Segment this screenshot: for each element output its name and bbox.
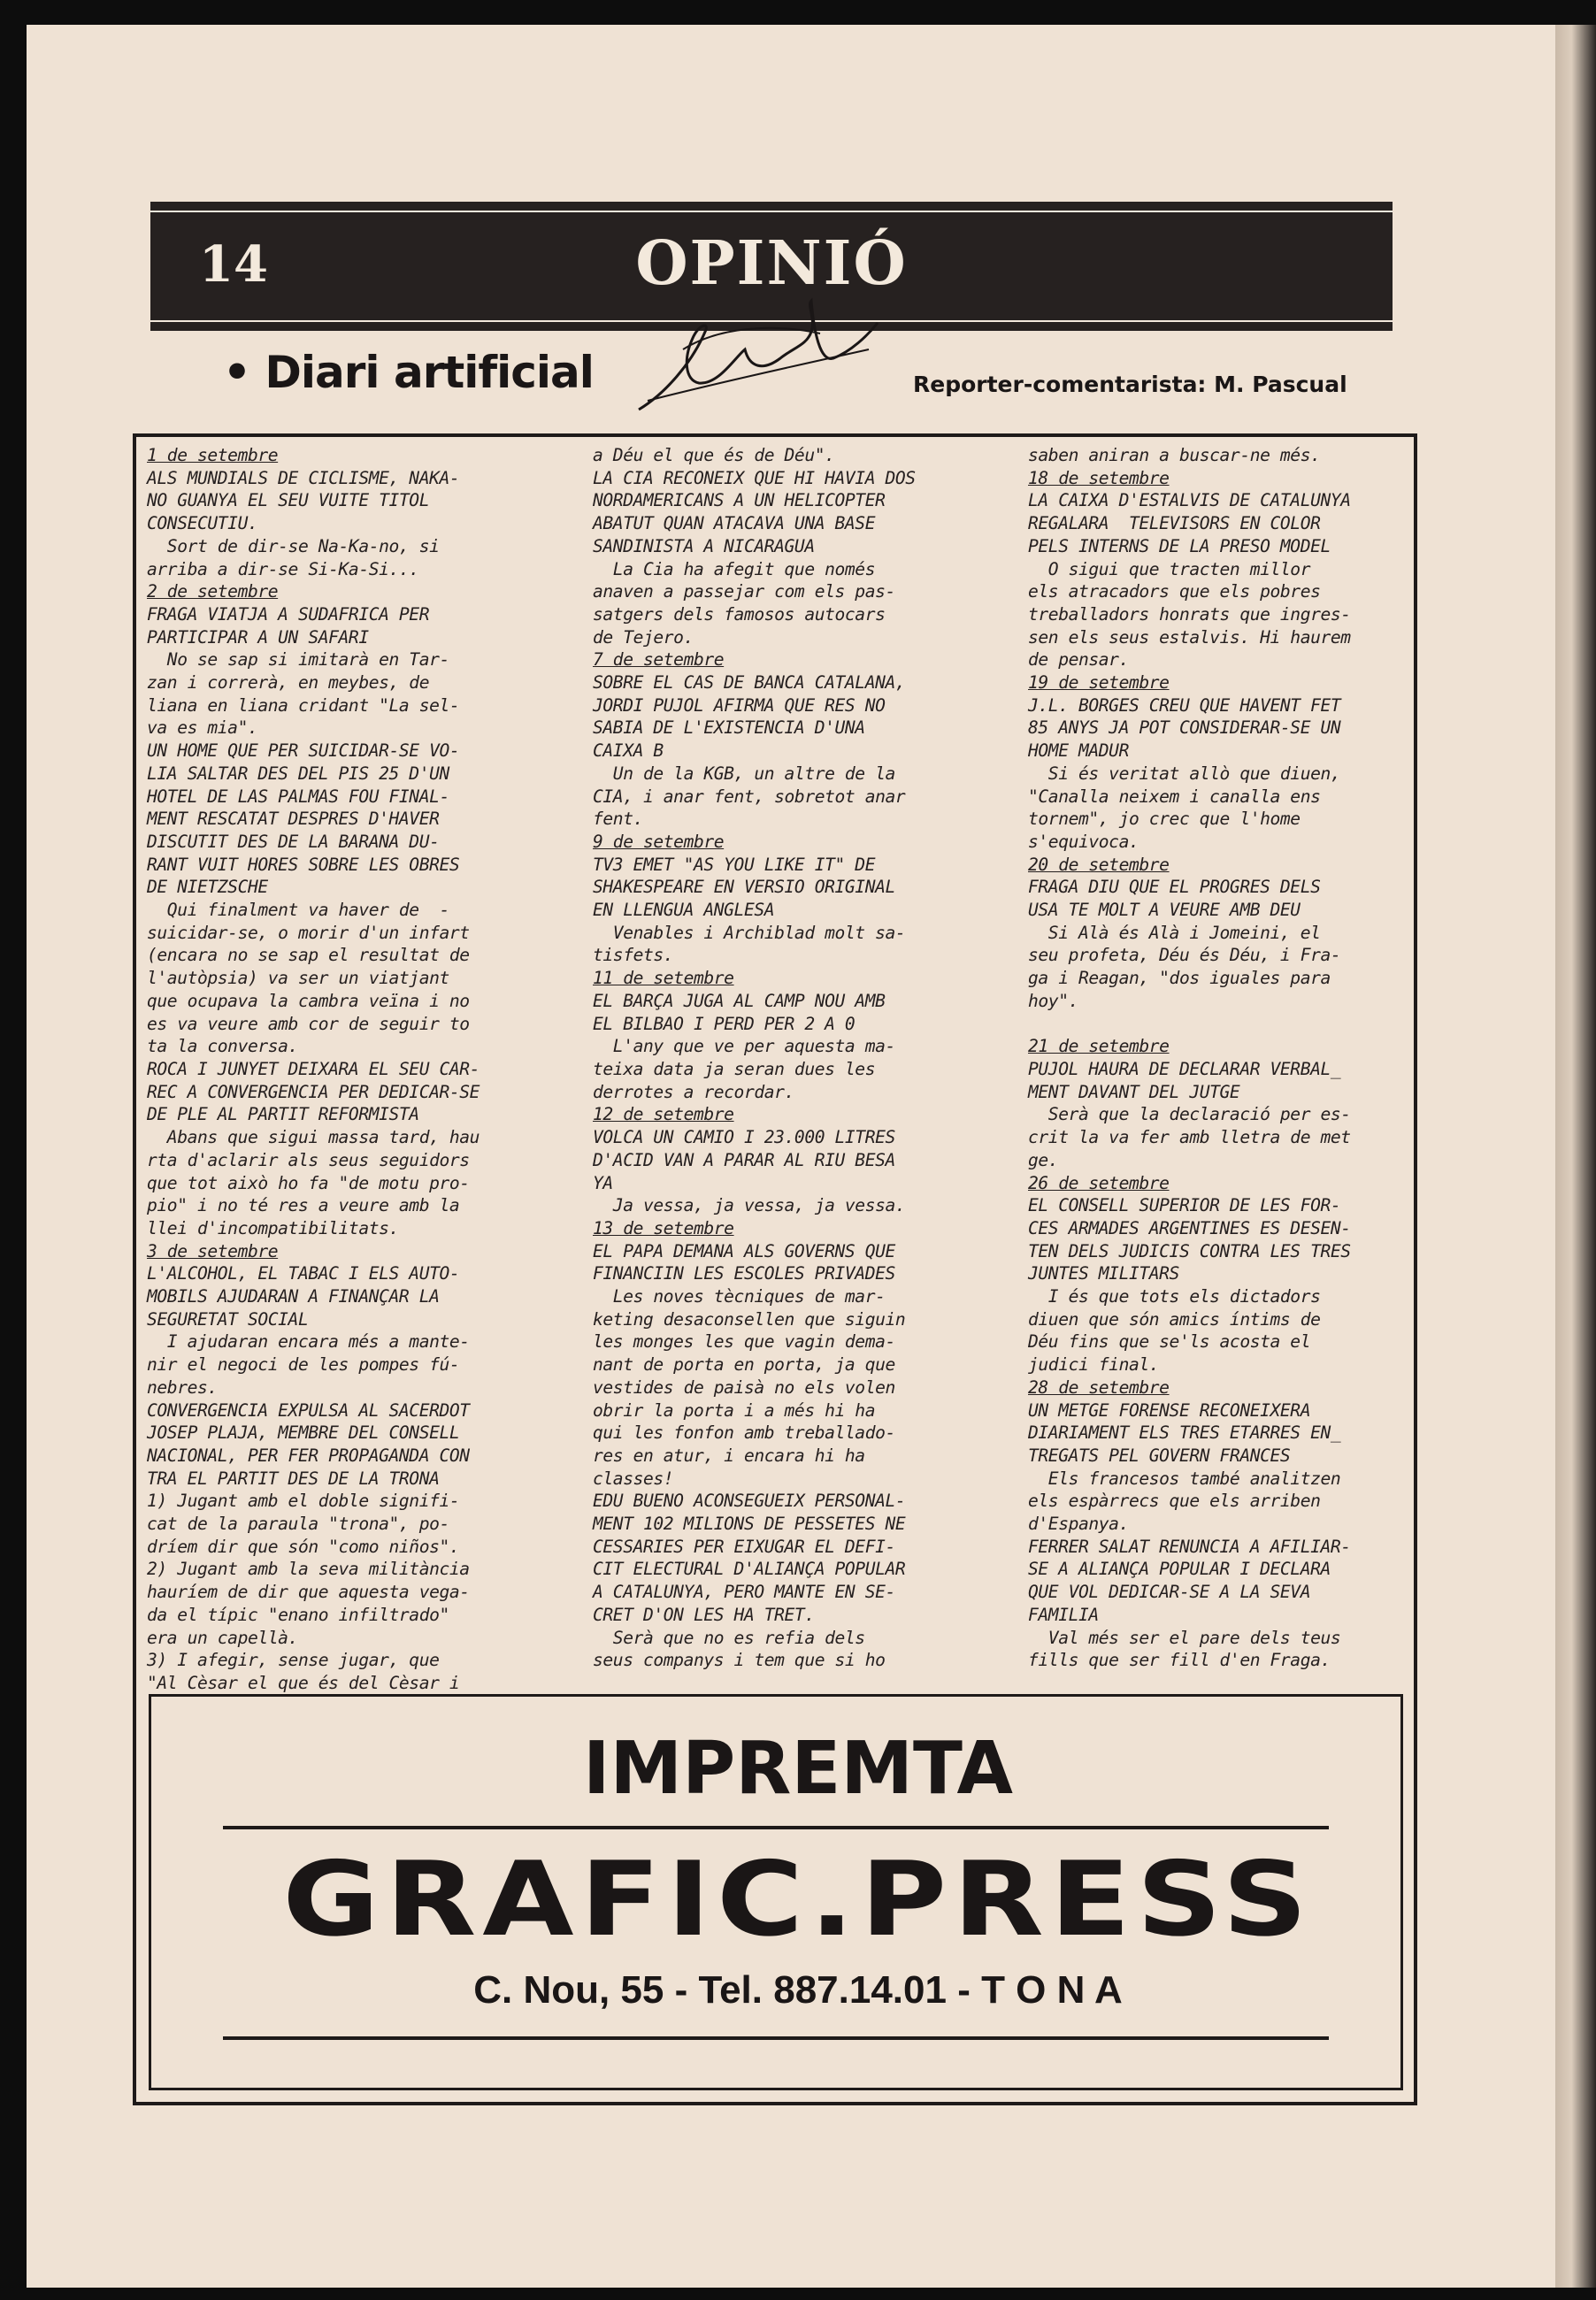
article-line: nebres.: [147, 1376, 218, 1398]
article-line: classes!: [593, 1468, 674, 1489]
date-heading: 13 de setembre: [593, 1217, 734, 1238]
article-line: judici final.: [1028, 1354, 1160, 1376]
article-line: 1) Jugant amb el doble signifi-: [147, 1491, 460, 1512]
article-line: ABATUT QUAN ATACAVA UNA BASE: [593, 513, 876, 534]
article-line: Venables i Archiblad molt sa-: [593, 922, 906, 943]
article-line: (encara no se sap el resultat de: [147, 945, 470, 966]
article-line: HOTEL DE LAS PALMAS FOU FINAL-: [147, 786, 449, 807]
article-line: tornem", jo crec que l'home: [1028, 809, 1301, 830]
article-line: seus companys i tem que si ho: [593, 1650, 886, 1671]
article-line: LIA SALTAR DES DEL PIS 25 D'UN: [147, 763, 449, 784]
article-line: SABIA DE L'EXISTENCIA D'UNA: [593, 717, 865, 739]
date-heading: 12 de setembre: [593, 1104, 734, 1125]
article-line: SE A ALIANÇA POPULAR I DECLARA: [1028, 1559, 1331, 1580]
article-line: diuen que són amics íntims de: [1028, 1308, 1321, 1330]
article-line: teixa data ja seran dues les: [593, 1058, 876, 1079]
date-heading: 2 de setembre: [147, 581, 279, 602]
article-line: MENT 102 MILIONS DE PESSETES NE: [593, 1514, 906, 1535]
date-heading: 21 de setembre: [1028, 1036, 1170, 1057]
article-line: EL CONSELL SUPERIOR DE LES FOR-: [1028, 1195, 1341, 1216]
article-line: LA CIA RECONEIX QUE HI HAVIA DOS: [593, 467, 916, 488]
article-line: NO GUANYA EL SEU VUITE TITOL: [147, 490, 430, 511]
article-line: es va veure amb cor de seguir to: [147, 1013, 470, 1034]
article-line: PELS INTERNS DE LA PRESO MODEL: [1028, 535, 1331, 556]
article-line: sen els seus estalvis. Hi haurem: [1028, 626, 1351, 648]
article-line: TRA EL PARTIT DES DE LA TRONA: [147, 1468, 440, 1489]
article-line: keting desaconsellen que siguin: [593, 1308, 906, 1330]
header-rule-top: [150, 211, 1393, 212]
article-line: Abans que sigui massa tard, hau: [147, 1127, 480, 1148]
article-line: EN LLENGUA ANGLESA: [593, 900, 775, 921]
article-line: NORDAMERICANS A UN HELICOPTER: [593, 490, 886, 511]
section-title: OPINIÓ: [635, 228, 908, 299]
article-line: Si Alà és Alà i Jomeini, el: [1028, 922, 1321, 943]
article-line: CRET D'ON LES HA TRET.: [593, 1604, 815, 1625]
article-line: I és que tots els dictadors: [1028, 1286, 1321, 1307]
article-line: arriba a dir-se Si-Ka-Si...: [147, 558, 419, 579]
article-line: SEGURETAT SOCIAL: [147, 1308, 309, 1330]
article-line: FAMILIA: [1028, 1604, 1099, 1625]
article-line: CES ARMADES ARGENTINES ES DESEN-: [1028, 1217, 1351, 1238]
article-line: MENT RESCATAT DESPRES D'HAVER: [147, 809, 440, 830]
article-line: seu profeta, Déu és Déu, i Fra-: [1028, 945, 1341, 966]
article-line: REGALARA TELEVISORS EN COLOR: [1028, 513, 1321, 534]
article-line: Els francesos també analitzen: [1028, 1468, 1341, 1489]
article-line: CONVERGENCIA EXPULSA AL SACERDOT: [147, 1399, 470, 1421]
article-line: nant de porta en porta, ja que: [593, 1354, 895, 1376]
article-line: TREGATS PEL GOVERN FRANCES: [1028, 1445, 1291, 1466]
article-line: l'autòpsia) va ser un viatjant: [147, 968, 449, 989]
article-line: els espàrrecs que els arriben: [1028, 1491, 1321, 1512]
article-line: DE NIETZSCHE: [147, 877, 268, 898]
article-line: llei d'incompatibilitats.: [147, 1217, 399, 1238]
date-heading: 11 de setembre: [593, 968, 734, 989]
article-line: L'ALCOHOL, EL TABAC I ELS AUTO-: [147, 1263, 460, 1284]
article-line: DIARIAMENT ELS TRES ETARRES EN_: [1028, 1422, 1341, 1444]
article-line: crit la va fer amb lletra de met: [1028, 1127, 1351, 1148]
article-line: treballadors honrats que ingres-: [1028, 603, 1351, 625]
article-line: Sort de dir-se Na-Ka-no, si: [147, 535, 440, 556]
article-line: REC A CONVERGENCIA PER DEDICAR-SE: [147, 1081, 480, 1102]
article-line: SANDINISTA A NICARAGUA: [593, 535, 815, 556]
date-heading: 9 de setembre: [593, 831, 725, 852]
date-heading: 19 de setembre: [1028, 672, 1170, 694]
article-line: CONSECUTIU.: [147, 513, 258, 534]
article-line: "Canalla neixem i canalla ens: [1028, 786, 1321, 807]
article-line: FERRER SALAT RENUNCIA A AFILIAR-: [1028, 1536, 1351, 1557]
column-title: • Diari artificial: [223, 347, 594, 398]
article-line: saben aniran a buscar-ne més.: [1028, 445, 1321, 465]
article-line: hoy".: [1028, 990, 1078, 1011]
article-line: Serà que la declaració per es-: [1028, 1104, 1351, 1125]
article-line: suicidar-se, o morir d'un infart: [147, 922, 470, 943]
article-line: ga i Reagan, "dos iguales para: [1028, 968, 1331, 989]
article-line: Serà que no es refia dels: [593, 1627, 865, 1648]
byline: Reporter-comentarista: M. Pascual: [913, 372, 1347, 397]
article-line: JORDI PUJOL AFIRMA QUE RES NO: [593, 694, 886, 716]
article-line: era un capellà.: [147, 1627, 298, 1648]
article-line: USA TE MOLT A VEURE AMB DEU: [1028, 900, 1301, 921]
signature-mark: [630, 296, 882, 420]
date-heading: 28 de setembre: [1028, 1376, 1170, 1398]
article-line: L'any que ve per aquesta ma-: [593, 1036, 895, 1057]
article-line: nir el negoci de les pompes fú-: [147, 1354, 460, 1376]
article-line: FINANCIIN LES ESCOLES PRIVADES: [593, 1263, 895, 1284]
article-line: liana en liana cridant "La sel-: [147, 694, 460, 716]
article-line: EL BILBAO I PERD PER 2 A 0: [593, 1013, 856, 1034]
article-column-3: [1028, 444, 1410, 1672]
date-heading: 18 de setembre: [1028, 467, 1170, 488]
article-line: RANT VUIT HORES SOBRE LES OBRES: [147, 854, 460, 875]
article-line: J.L. BORGES CREU QUE HAVENT FET: [1028, 694, 1341, 716]
article-line: d'Espanya.: [1028, 1514, 1129, 1535]
article-line: "Al Cèsar el que és del Cèsar i: [147, 1672, 460, 1693]
article-line: rta d'aclarir als seus seguidors: [147, 1149, 470, 1170]
article-line: La Cia ha afegit que només: [593, 558, 876, 579]
article-line: cat de la paraula "trona", po-: [147, 1514, 449, 1535]
article-line: s'equivoca.: [1028, 831, 1139, 852]
article-line: a Déu el que és de Déu".: [593, 445, 835, 465]
article-line: que tot això ho fa "de motu pro-: [147, 1172, 470, 1193]
article-line: A CATALUNYA, PERO MANTE EN SE-: [593, 1582, 895, 1603]
article-line: CIT ELECTURAL D'ALIANÇA POPULAR: [593, 1559, 906, 1580]
article-line: FRAGA VIATJA A SUDAFRICA PER: [147, 603, 430, 625]
ad-rule-bottom: [223, 2036, 1329, 2040]
article-line: de pensar.: [1028, 649, 1129, 671]
article-line: JUNTES MILITARS: [1028, 1263, 1179, 1284]
article-line: VOLCA UN CAMIO I 23.000 LITRES: [593, 1127, 895, 1148]
article-line: hauríem de dir que aquesta vega-: [147, 1582, 470, 1603]
article-line: fills que ser fill d'en Fraga.: [1028, 1650, 1331, 1671]
date-heading: 7 de setembre: [593, 649, 725, 671]
article-line: TV3 EMET "AS YOU LIKE IT" DE: [593, 854, 876, 875]
article-line: ta la conversa.: [147, 1036, 298, 1057]
ad-brand: GRAFIC.PRESS: [282, 1840, 1314, 1959]
article-line: Un de la KGB, un altre de la: [593, 763, 895, 784]
page-number: 14: [199, 235, 268, 294]
article-line: DISCUTIT DES DE LA BARANA DU-: [147, 831, 440, 852]
article-line: Déu fins que se'ls acosta el: [1028, 1331, 1311, 1353]
article-line: ROCA I JUNYET DEIXARA EL SEU CAR-: [147, 1058, 480, 1079]
article-line: que ocupava la cambra veïna i no: [147, 990, 470, 1011]
article-line: anaven a passejar com els pas-: [593, 581, 895, 602]
article-line: JOSEP PLAJA, MEMBRE DEL CONSELL: [147, 1422, 460, 1444]
article-line: obrir la porta i a més hi ha: [593, 1399, 876, 1421]
article-line: fent.: [593, 809, 643, 830]
article-line: EDU BUENO ACONSEGUEIX PERSONAL-: [593, 1491, 906, 1512]
article-line: NACIONAL, PER FER PROPAGANDA CON: [147, 1445, 470, 1466]
article-line: CESSARIES PER EIXUGAR EL DEFI-: [593, 1536, 895, 1557]
article-line: MENT DAVANT DEL JUTGE: [1028, 1081, 1240, 1102]
date-heading: 20 de setembre: [1028, 854, 1170, 875]
article-line: Val més ser el pare dels teus: [1028, 1627, 1341, 1648]
date-heading: 26 de setembre: [1028, 1172, 1170, 1193]
article-line: satgers dels famosos autocars: [593, 603, 886, 625]
article-line: UN HOME QUE PER SUICIDAR-SE VO-: [147, 740, 460, 762]
article-line: tisfets.: [593, 945, 674, 966]
article-line: FRAGA DIU QUE EL PROGRES DELS: [1028, 877, 1321, 898]
article-line: PUJOL HAURA DE DECLARAR VERBAL_: [1028, 1058, 1341, 1079]
article-line: Ja vessa, ja vessa, ja vessa.: [593, 1195, 906, 1216]
article-line: vestides de paisà no els volen: [593, 1376, 895, 1398]
article-line: SHAKESPEARE EN VERSIO ORIGINAL: [593, 877, 895, 898]
article-line: ge.: [1028, 1149, 1059, 1170]
article-line: pio" i no té res a veure amb la: [147, 1195, 460, 1216]
article-line: ALS MUNDIALS DE CICLISME, NAKA-: [147, 467, 460, 488]
article-line: CAIXA B: [593, 740, 664, 762]
article-line: Les noves tècniques de mar-: [593, 1286, 886, 1307]
article-line: Si és veritat allò que diuen,: [1028, 763, 1341, 784]
date-heading: 3 de setembre: [147, 1240, 279, 1261]
article-line: UN METGE FORENSE RECONEIXERA: [1028, 1399, 1311, 1421]
date-heading: 1 de setembre: [147, 445, 279, 465]
ad-title: IMPREMTA: [583, 1727, 1013, 1811]
article-line: O sigui que tracten millor: [1028, 558, 1311, 579]
article-line: 2) Jugant amb la seva militància: [147, 1559, 470, 1580]
article-line: EL PAPA DEMANA ALS GOVERNS QUE: [593, 1240, 895, 1261]
article-line: Qui finalment va haver de -: [147, 900, 449, 921]
article-line: HOME MADUR: [1028, 740, 1129, 762]
article-line: [1028, 1013, 1410, 1036]
article-column-1: [147, 444, 529, 1695]
article-line: DE PLE AL PARTIT REFORMISTA: [147, 1104, 419, 1125]
article-line: YA: [593, 1172, 613, 1193]
article-column-2: [593, 444, 975, 1672]
top-dark-border: [0, 0, 1596, 25]
article-line: MOBILS AJUDARAN A FINANÇAR LA: [147, 1286, 440, 1307]
article-line: els atracadors que els pobres: [1028, 581, 1321, 602]
article-line: da el típic "enano infiltrado": [147, 1604, 449, 1625]
article-line: QUE VOL DEDICAR-SE A LA SEVA: [1028, 1582, 1311, 1603]
article-line: CIA, i anar fent, sobretot anar: [593, 786, 906, 807]
article-line: res en atur, i encara hi ha: [593, 1445, 865, 1466]
article-line: SOBRE EL CAS DE BANCA CATALANA,: [593, 672, 906, 694]
article-line: qui les fonfon amb treballado-: [593, 1422, 895, 1444]
article-line: No se sap si imitarà en Tar-: [147, 649, 449, 671]
article-line: zan i correrà, en meybes, de: [147, 672, 430, 694]
article-line: TEN DELS JUDICIS CONTRA LES TRES: [1028, 1240, 1351, 1261]
article-line: I ajudaran encara més a mante-: [147, 1331, 470, 1353]
article-line: D'ACID VAN A PARAR AL RIU BESA: [593, 1149, 895, 1170]
article-line: LA CAIXA D'ESTALVIS DE CATALUNYA: [1028, 490, 1351, 511]
article-line: les monges les que vagin dema-: [593, 1331, 895, 1353]
article-line: PARTICIPAR A UN SAFARI: [147, 626, 369, 648]
article-line: EL BARÇA JUGA AL CAMP NOU AMB: [593, 990, 886, 1011]
article-line: derrotes a recordar.: [593, 1081, 794, 1102]
article-line: va es mia".: [147, 717, 258, 739]
article-line: 85 ANYS JA POT CONSIDERAR-SE UN: [1028, 717, 1341, 739]
ad-address: C. Nou, 55 - Tel. 887.14.01 - T O N A: [473, 1968, 1123, 2012]
article-line: de Tejero.: [593, 626, 694, 648]
article-line: 3) I afegir, sense jugar, que: [147, 1650, 440, 1671]
article-line: dríem dir que són "como niños".: [147, 1536, 460, 1557]
ad-rule-top: [223, 1826, 1329, 1829]
